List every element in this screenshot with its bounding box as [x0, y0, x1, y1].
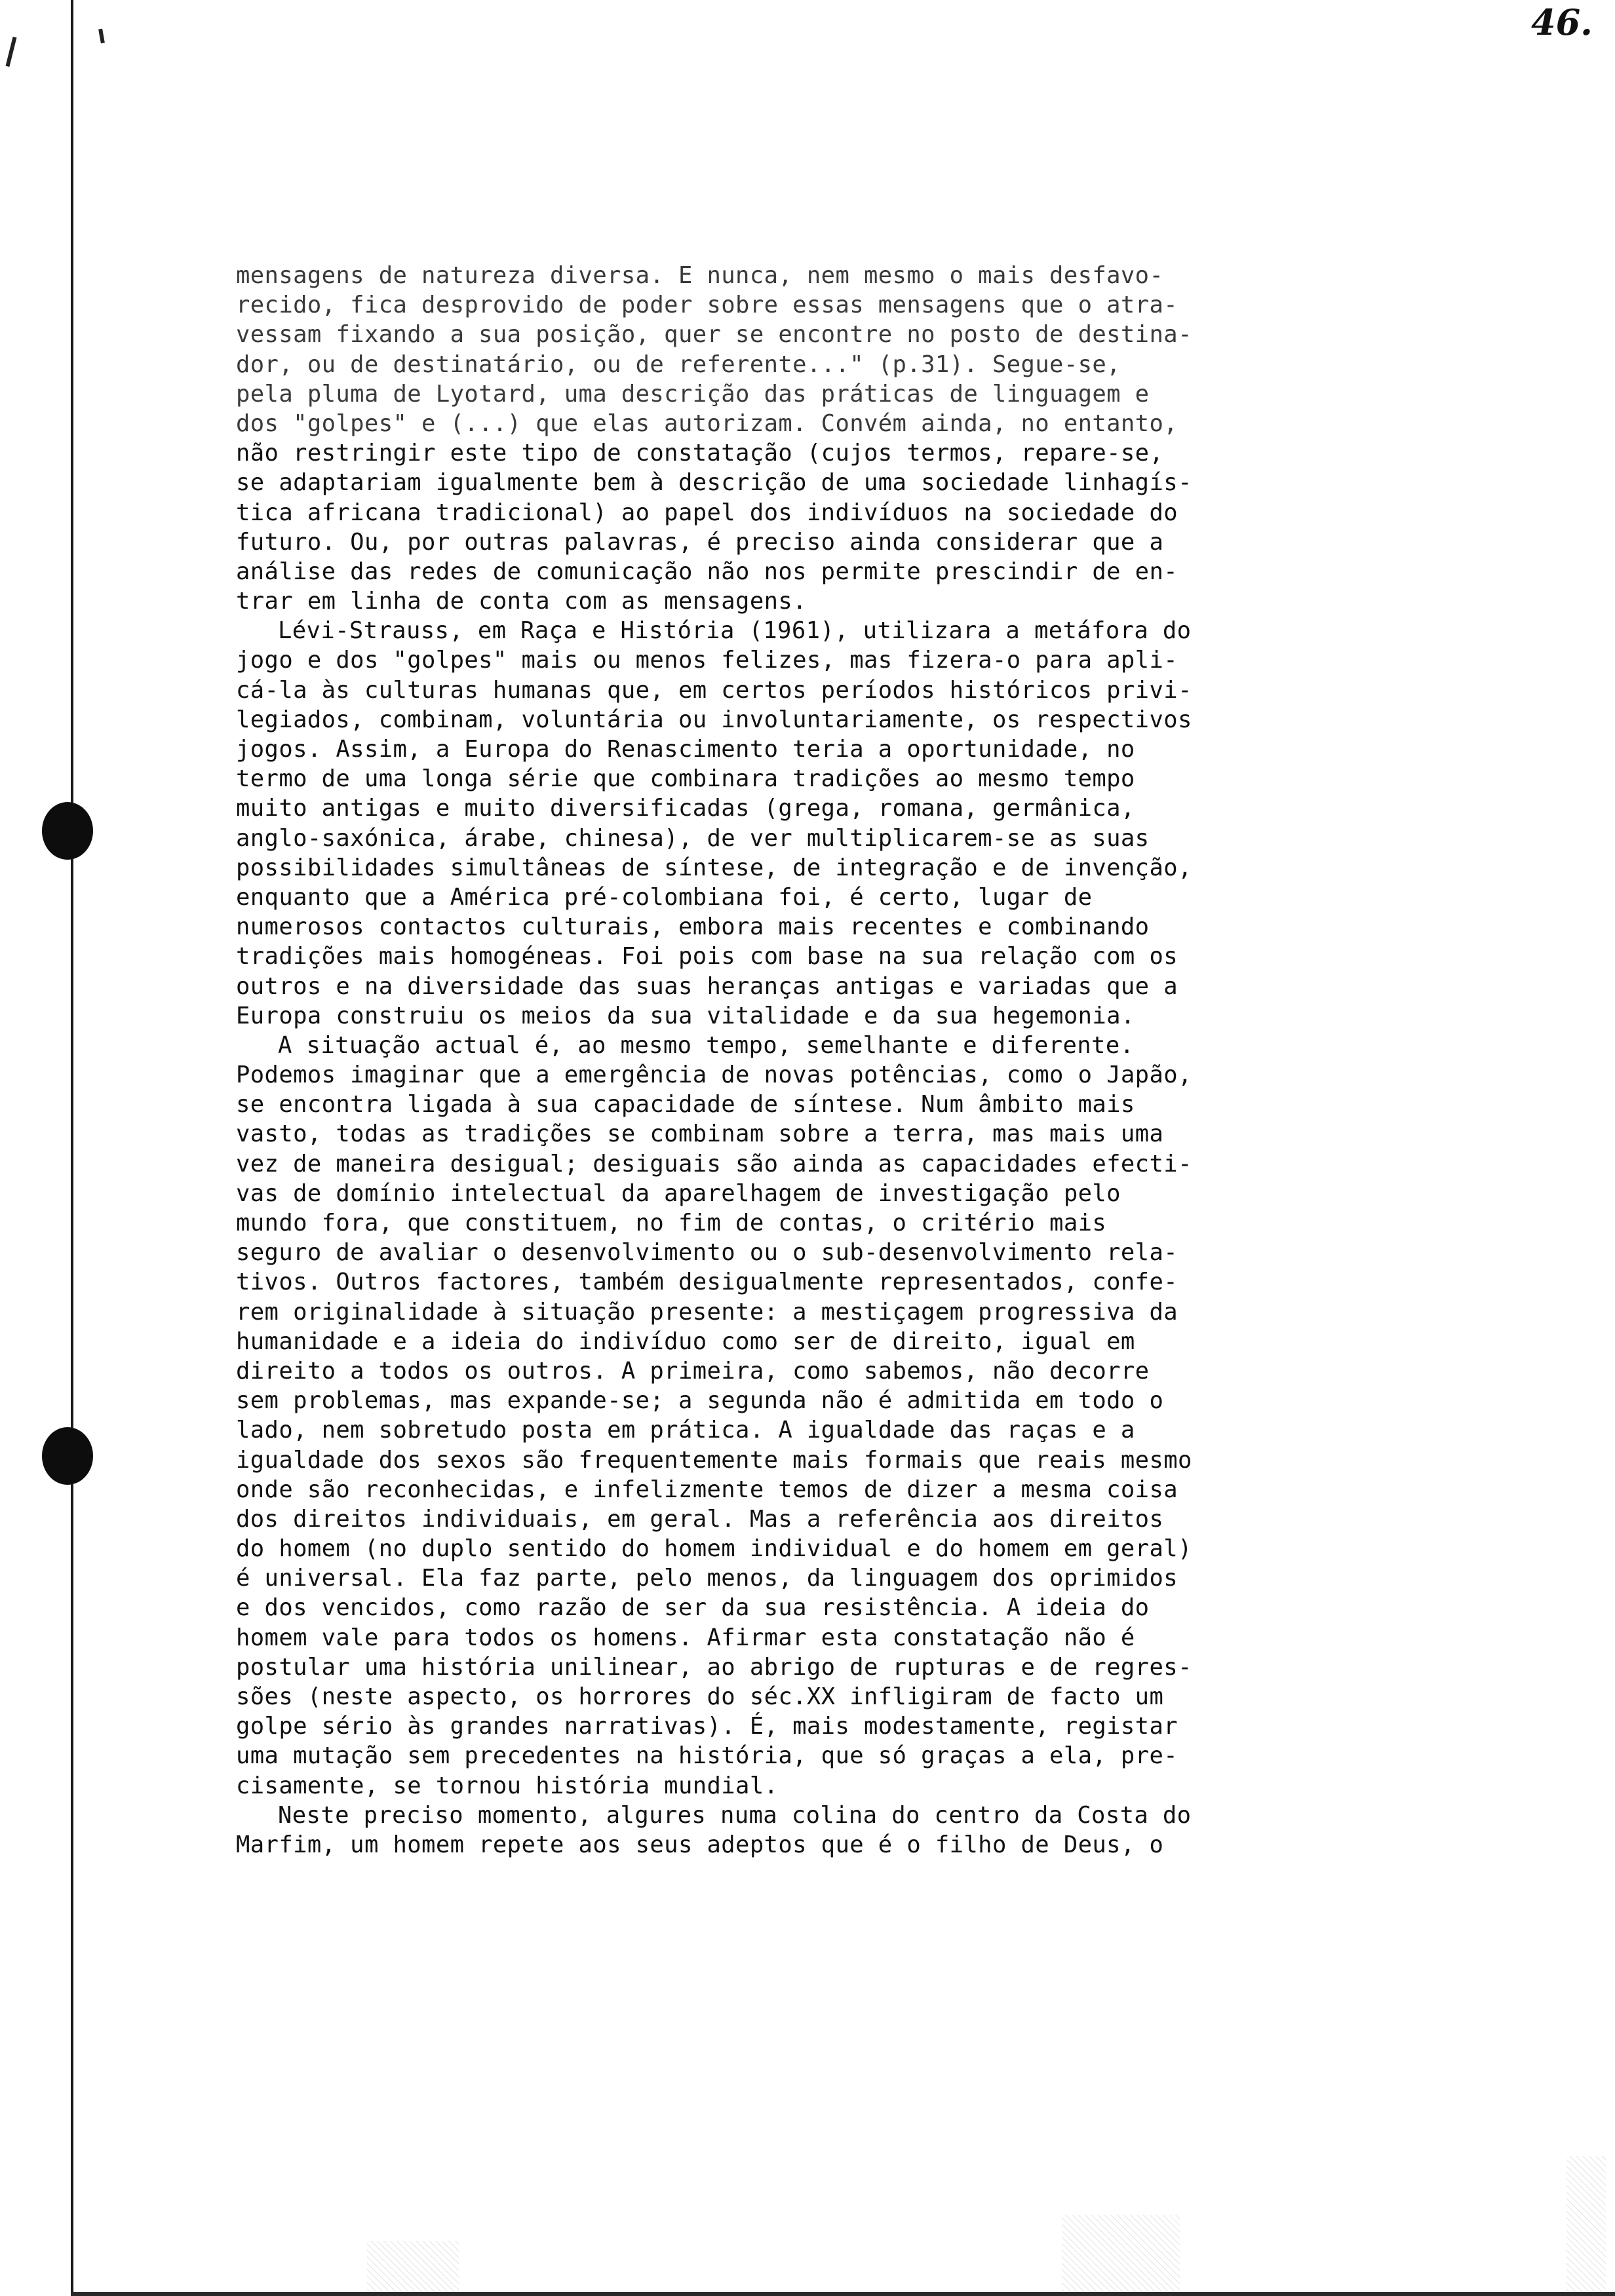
text-line: Europa construiu os meios da sua vitalidade e da sua hegemonia. [236, 1002, 1135, 1029]
text-line: seguro de avaliar o desenvolvimento ou o sub-desenvolvimento rela- [236, 1239, 1178, 1267]
scan-speckle [1566, 2156, 1606, 2296]
text-line: cisamente, se tornou história mundial. [236, 1772, 779, 1799]
text-line: mensagens de natureza diversa. E nunca, nem mesmo o mais desfavo- [236, 262, 1164, 289]
text-line: termo de uma longa série que combinara tradições ao mesmo tempo [236, 765, 1135, 793]
text-line: tica africana tradicional) ao papel dos indivíduos na sociedade do [236, 499, 1178, 526]
text-line: análise das redes de comunicação não nos permite prescindir de en- [236, 558, 1178, 585]
text-line: não restringir este tipo de constatação (cujos termos, repare-se, [236, 440, 1164, 467]
text-line: onde são reconhecidas, e infelizmente temos de dizer a mesma coisa [236, 1476, 1178, 1503]
text-line: Marfim, um homem repete aos seus adeptos que é o filho de Deus, o [236, 1831, 1164, 1858]
text-line: trar em linha de conta com as mensagens. [236, 588, 807, 615]
paragraph-start-line: Neste preciso momento, algures numa colina do centro da Costa do [278, 1801, 1192, 1829]
punch-hole [42, 1427, 93, 1485]
text-line: golpe sério às grandes narrativas). É, mais modestamente, registar [236, 1713, 1178, 1740]
paragraph-start-line: A situação actual é, ao mesmo tempo, semelhante e diferente. [278, 1031, 1135, 1059]
text-line: mundo fora, que constituem, no fim de contas, o critério mais [236, 1210, 1107, 1236]
text-line: dor, ou de destinatário, ou de referente..." (p.31). Segue-se, [236, 351, 1121, 378]
text-line: vas de domínio intelectual da aparelhagem de investigação pelo [236, 1179, 1121, 1207]
text-line: lado, nem sobretudo posta em prática. A igualdade das raças e a [236, 1417, 1135, 1444]
scan-speckle [1062, 2215, 1180, 2296]
text-line: anglo-saxónica, árabe, chinesa), de ver multiplicarem-se as suas [236, 824, 1150, 852]
text-line: vessam fixando a sua posição, quer se encontre no posto de destina- [236, 321, 1192, 349]
text-line: sem problemas, mas expande-se; a segunda não é admitida em todo o [236, 1387, 1164, 1415]
text-line: se adaptariam igualmente bem à descrição de uma sociedade linhagís- [236, 469, 1192, 497]
pen-mark [98, 29, 105, 44]
body-text [236, 261, 1344, 1860]
text-line: rem originalidade à situação presente: a mestiçagem progressiva da [236, 1298, 1178, 1326]
text-line: homem vale para todos os homens. Afirmar esta constatação não é [236, 1624, 1135, 1651]
text-line: legiados, combinam, voluntária ou involuntariamente, os respectivos [236, 706, 1192, 733]
page-edge [71, 2292, 1615, 2296]
text-line: Podemos imaginar que a emergência de novas potências, como o Japão, [236, 1062, 1192, 1089]
text-line: do homem (no duplo sentido do homem individual e do homem em geral) [236, 1535, 1192, 1563]
text-line: direito a todos os outros. A primeira, como sabemos, não decorre [236, 1357, 1150, 1385]
text-line: outros e na diversidade das suas heranças antigas e variadas que a [236, 972, 1178, 1000]
paragraph-start-line: Lévi-Strauss, em Raça e História (1961), utilizara a metáfora do [278, 617, 1192, 645]
text-line: sões (neste aspecto, os horrores do séc.XX infligiram de facto um [236, 1683, 1164, 1710]
scan-speckle [367, 2241, 459, 2296]
text-line: vasto, todas as tradições se combinam sobre a terra, mas mais uma [236, 1120, 1164, 1148]
margin-rule [71, 0, 73, 2296]
text-line: enquanto que a América pré-colombiana foi, é certo, lugar de [236, 883, 1093, 911]
text-line: se encontra ligada à sua capacidade de síntese. Num âmbito mais [236, 1091, 1135, 1119]
text-line: numerosos contactos culturais, embora mais recentes e combinando [236, 913, 1150, 941]
text-line: pela pluma de Lyotard, uma descrição das práticas de linguagem e [236, 380, 1150, 408]
text-line: uma mutação sem precedentes na história, que só graças a ela, pre- [236, 1742, 1178, 1770]
text-line: tivos. Outros factores, também desigualmente representados, confe- [236, 1269, 1178, 1296]
text-line: cá-la às culturas humanas que, em certos períodos históricos privi- [236, 676, 1192, 704]
text-line: tradições mais homogéneas. Foi pois com base na sua relação com os [236, 943, 1178, 970]
text-line: postular uma história unilinear, ao abrigo de rupturas e de regres- [236, 1653, 1192, 1681]
text-line: possibilidades simultâneas de síntese, de integração e de invenção, [236, 854, 1192, 881]
page-number: 46. [1531, 1, 1593, 43]
punch-hole [42, 802, 93, 860]
text-line: futuro. Ou, por outras palavras, é preciso ainda considerar que a [236, 528, 1164, 556]
pen-mark [6, 37, 17, 67]
text-line: humanidade e a ideia do indivíduo como ser de direito, igual em [236, 1328, 1135, 1355]
text-line: jogo e dos "golpes" mais ou menos felizes, mas fizera-o para apli- [236, 647, 1178, 674]
text-line: vez de maneira desigual; desiguais são ainda as capacidades efecti- [236, 1150, 1192, 1177]
text-line: dos direitos individuais, em geral. Mas a referência aos direitos [236, 1505, 1164, 1533]
text-line: muito antigas e muito diversificadas (grega, romana, germânica, [236, 795, 1135, 822]
text-line: recido, fica desprovido de poder sobre essas mensagens que o atra- [236, 292, 1178, 319]
text-line: dos "golpes" e (...) que elas autorizam. Convém ainda, no entanto, [236, 410, 1178, 437]
text-line: e dos vencidos, como razão de ser da sua resistência. A ideia do [236, 1594, 1150, 1622]
text-line: igualdade dos sexos são frequentemente mais formais que reais mesmo [236, 1446, 1192, 1474]
text-line: jogos. Assim, a Europa do Renascimento teria a oportunidade, no [236, 736, 1135, 763]
text-line: é universal. Ela faz parte, pelo menos, da linguagem dos oprimidos [236, 1565, 1178, 1592]
